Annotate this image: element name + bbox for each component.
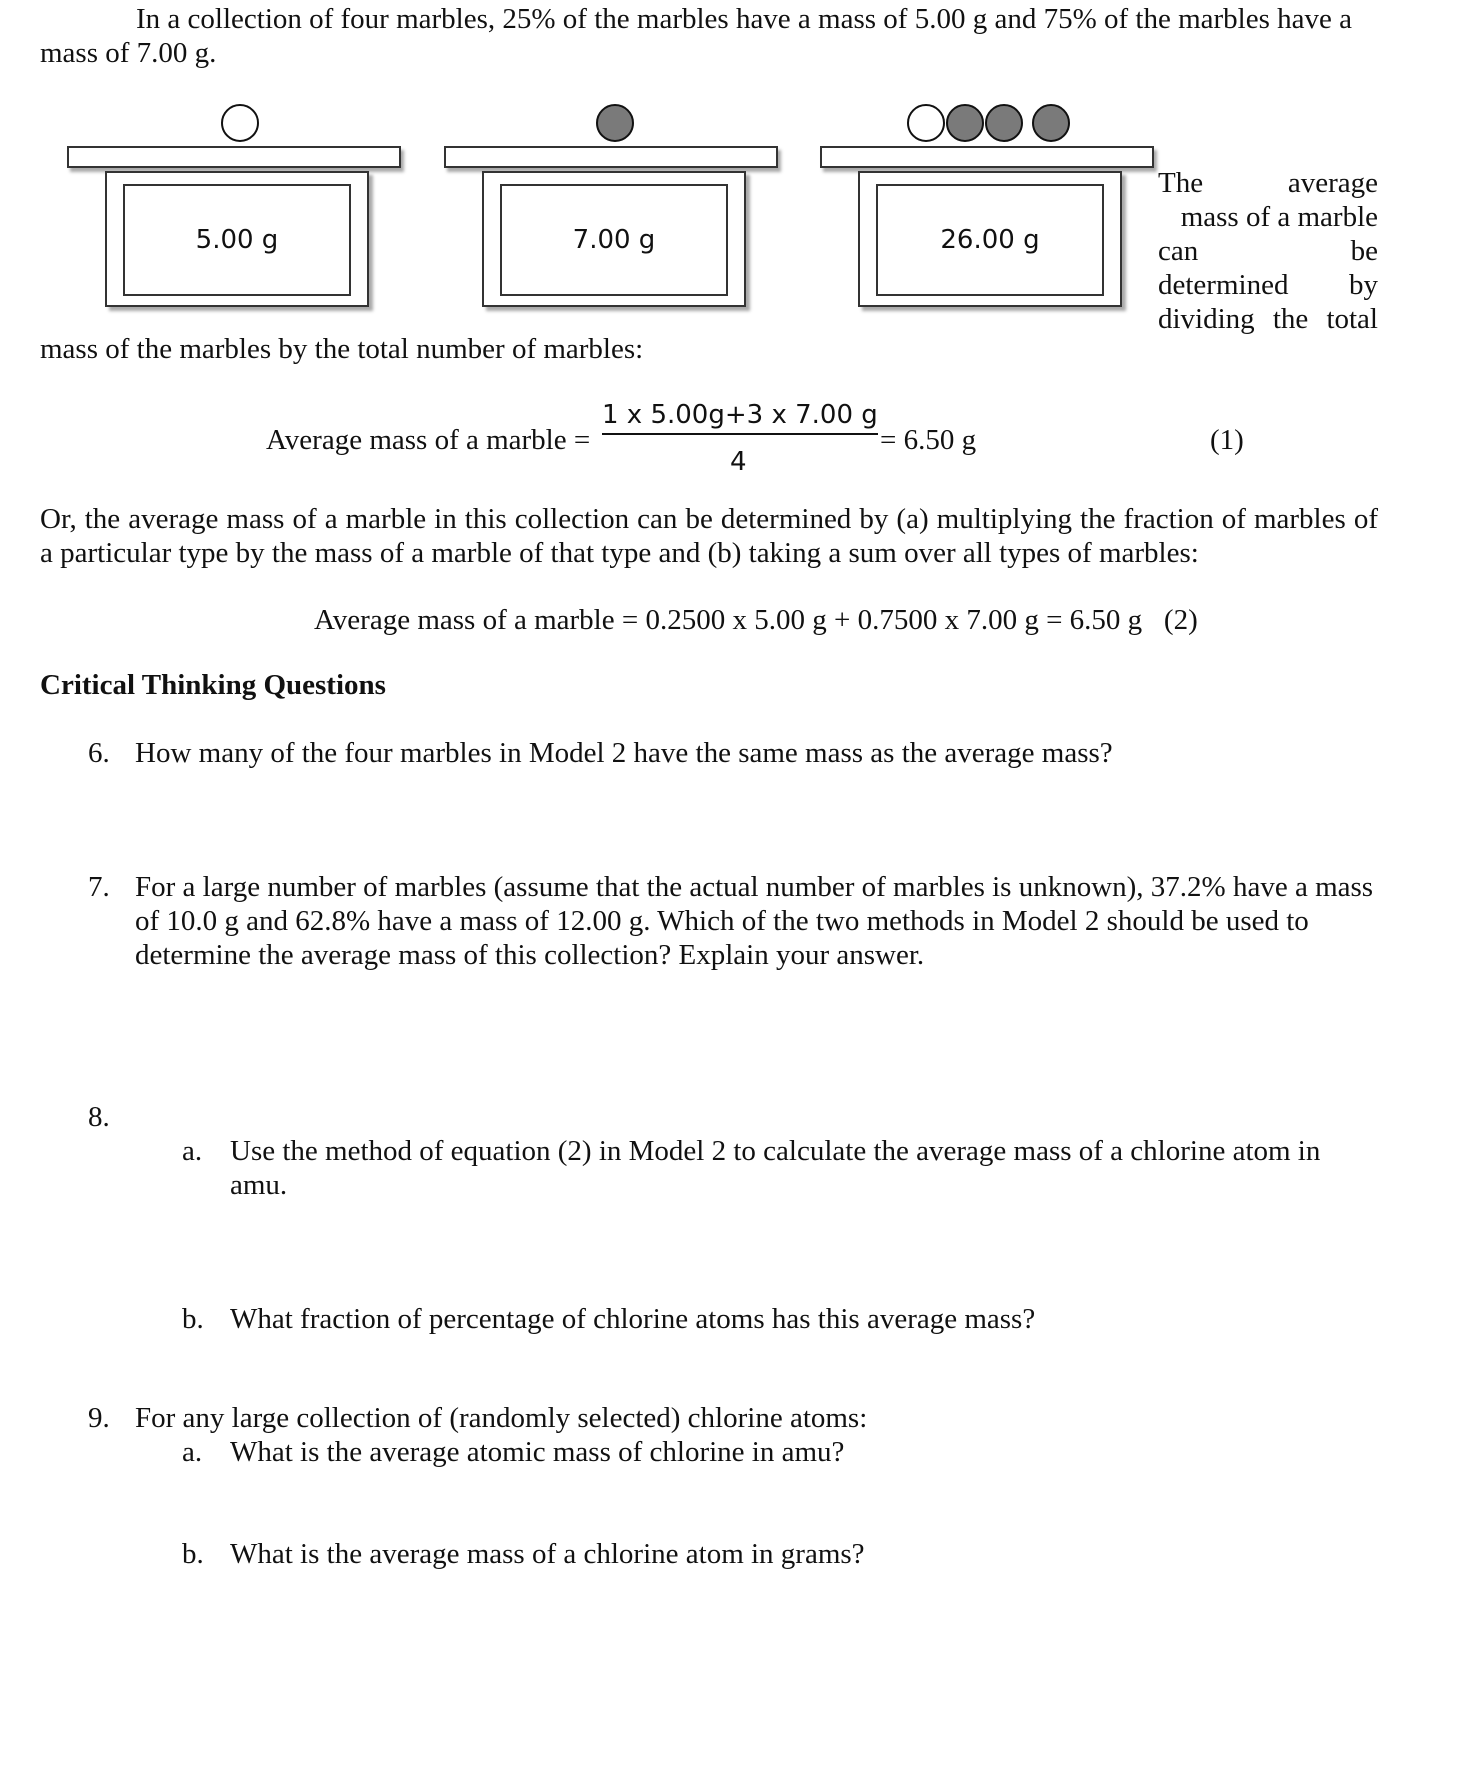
question-9b-label: b. [182,1538,204,1570]
method-text: Or, the average mass of a marble in this collection can be determined by (a) multiplying the fraction of marbles of a particular type by the mass of a marble of that type and (b) taking a sum over all types of marbles: [40,503,1378,569]
scale-pan [67,146,401,168]
scale-reading: 5.00 g [195,225,279,255]
side-line: mass of a marble [1180,201,1378,233]
scale-reading: 7.00 g [572,225,656,255]
question-9a-label: a. [182,1436,203,1468]
question-number: 8. [88,1101,110,1133]
question-number: 7. [88,871,110,903]
question-number: 6. [88,737,110,769]
scale-display [123,184,351,296]
marble-light-icon [907,104,945,142]
scale-display [500,184,728,296]
question-8a-text: Use the method of equation (2) in Model 2 to calculate the average mass of a chlorine atom in amu. [230,1135,1321,1201]
fraction-bar [602,433,878,435]
intro-line-1 [40,2,1400,36]
marble-light-icon [221,104,259,142]
question-number: 9. [88,1402,110,1434]
question-text: For a large number of marbles (assume that the actual number of marbles is unknown), 37.2% have a mass of 10.0 g and 62.8% have a mass of 12.00 g. Which of the two methods in Model 2 should be used to determine the average mass of this collection? Explain your answer. [135,871,1374,971]
question-9b-text: What is the average mass of a chlorine atom in grams? [230,1538,865,1570]
intro-line-2: mass of 7.00 g. [40,37,217,69]
equation-1-numerator: 1 x 5.00g+3 x 7.00 g [602,400,878,430]
question-8b-label: b. [182,1303,204,1335]
intro-text: In a collection of four marbles, 25% of the marbles have a mass of 5.00 g and 75% of the marbles have a [136,3,1352,35]
equation-1-denominator: 4 [730,447,747,477]
scale-reading: 26.00 g [940,225,1040,255]
question-9a-text: What is the average atomic mass of chlorine in amu? [230,1436,845,1468]
side-line: The average [1158,167,1378,199]
marble-dark-icon [946,104,984,142]
question-text: How many of the four marbles in Model 2 have the same mass as the average mass? [135,737,1113,769]
side-line: dividing the total [1158,303,1378,335]
scale-display [876,184,1104,296]
side-line: determined by [1158,269,1378,301]
question-text: For any large collection of (randomly selected) chlorine atoms: [135,1402,868,1434]
equation-1-number: (1) [1210,424,1244,456]
equation-1-lhs: Average mass of a marble = [266,424,591,456]
continued-text: mass of the marbles by the total number of marbles: [40,333,644,365]
marble-dark-icon [596,104,634,142]
marble-dark-icon [1032,104,1070,142]
section-title: Critical Thinking Questions [40,669,386,701]
scale-pan [820,146,1154,168]
side-line: can be [1158,235,1378,267]
equation-2: Average mass of a marble = 0.2500 x 5.00 g + 0.7500 x 7.00 g = 6.50 g (2) [314,604,1198,636]
question-8a-label: a. [182,1135,203,1167]
scale-pan [444,146,778,168]
marble-dark-icon [985,104,1023,142]
equation-1-rhs: = 6.50 g [880,424,977,456]
side-text [1158,166,1378,336]
question-8b-text: What fraction of percentage of chlorine atoms has this average mass? [230,1303,1036,1335]
